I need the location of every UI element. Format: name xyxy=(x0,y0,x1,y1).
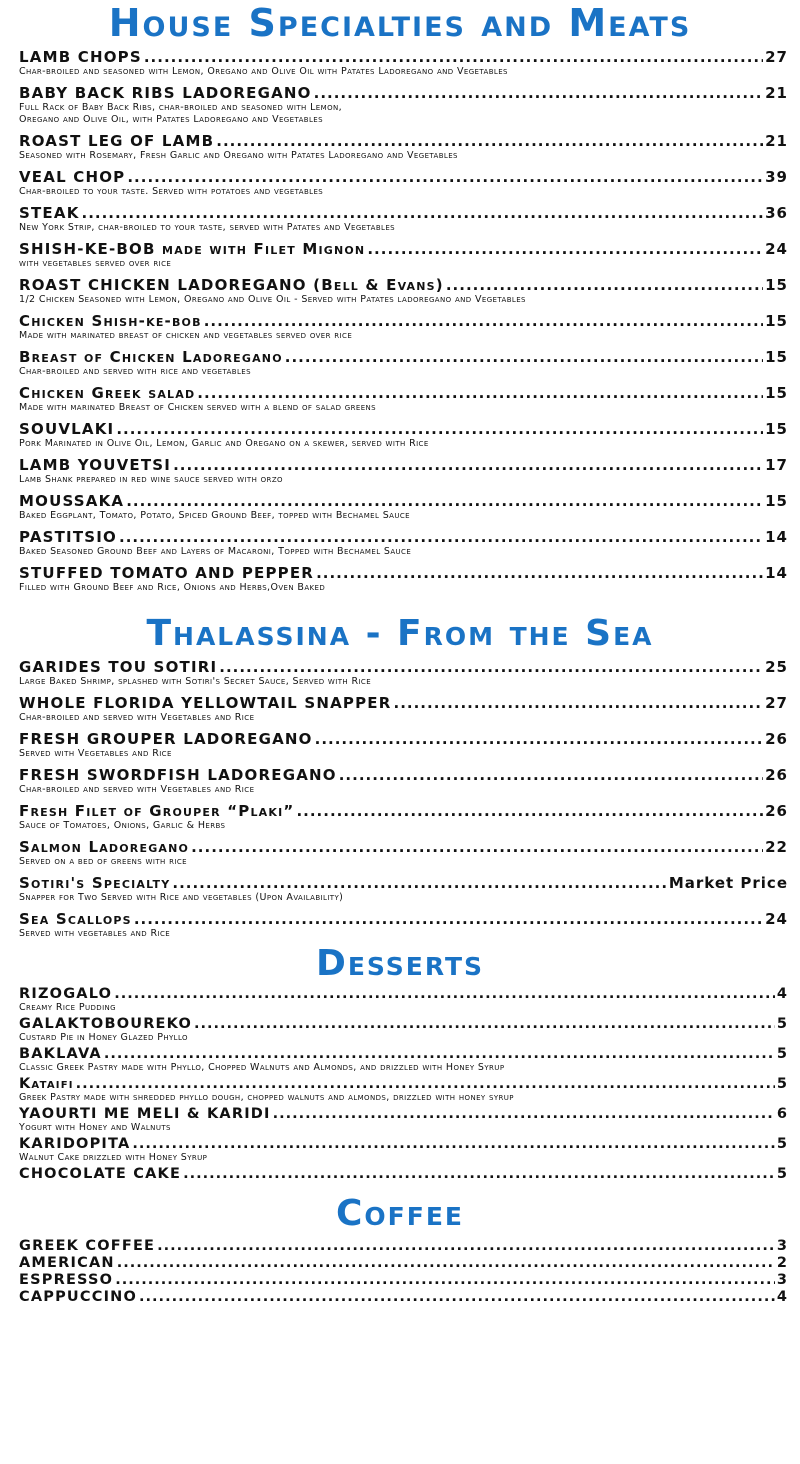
item-price: 3 xyxy=(776,1238,788,1254)
item-description: Char-broiled to your taste. Served with potatoes and vegetables xyxy=(19,186,324,197)
item-description: Full Rack of Baby Back Ribs, char-broiled and seasoned with Lemon, xyxy=(19,102,343,113)
menu-item xyxy=(19,694,788,724)
menu-item xyxy=(19,874,788,904)
item-description: Baked Eggplant, Tomato, Potato, Spiced Ground Beef, topped with Bechamel Sauce xyxy=(19,510,410,521)
menu-item xyxy=(19,84,788,126)
item-price: 15 xyxy=(765,384,788,402)
leader-dots xyxy=(296,802,763,820)
leader-dots xyxy=(116,420,763,438)
leader-dots xyxy=(114,986,775,1002)
leader-dots xyxy=(126,492,763,510)
item-description: Char-broiled and served with Vegetables and Rice xyxy=(19,784,255,795)
leader-dots xyxy=(117,1255,775,1271)
item-name: Kataifi xyxy=(19,1076,74,1092)
item-name: YAOURTI ME MELI & KARIDI xyxy=(19,1106,271,1122)
menu-item xyxy=(19,1076,788,1104)
item-description: Pork Marinated in Olive Oil, Lemon, Garlic and Oregano on a skewer, served with Rice xyxy=(19,438,429,449)
item-name: SOUVLAKI xyxy=(19,420,115,438)
menu-item xyxy=(19,838,788,868)
item-price: 39 xyxy=(765,168,788,186)
item-price: 5 xyxy=(776,1016,788,1032)
item-name: STUFFED TOMATO AND PEPPER xyxy=(19,564,315,582)
item-description: New York Strip, char-broiled to your taste, served with Patates and Vegetables xyxy=(19,222,395,233)
menu-item xyxy=(19,132,788,162)
item-description: Custard Pie in Honey Glazed Phyllo xyxy=(19,1032,188,1043)
item-name: CAPPUCCINO xyxy=(19,1289,138,1305)
item-name: ROAST CHICKEN LADOREGANO (Bell & Evans) xyxy=(19,276,444,294)
item-name: Chicken Greek salad xyxy=(19,384,196,402)
leader-dots xyxy=(194,1016,775,1032)
leader-dots xyxy=(119,528,763,546)
item-price: 21 xyxy=(765,84,788,102)
item-description: Served with Vegetables and Rice xyxy=(19,748,172,759)
item-price: 15 xyxy=(765,420,788,438)
item-description: Baked Seasoned Ground Beef and Layers of Macaroni, Topped with Bechamel Sauce xyxy=(19,546,412,557)
leader-dots xyxy=(183,1166,775,1182)
item-description: Yogurt with Honey and Walnuts xyxy=(19,1122,171,1133)
house-specialties-list xyxy=(0,48,800,594)
leader-dots xyxy=(219,658,763,676)
item-name: BAKLAVA xyxy=(19,1046,102,1062)
leader-dots xyxy=(273,1106,775,1122)
menu-item xyxy=(19,1272,788,1288)
leader-dots xyxy=(104,1046,775,1062)
leader-dots xyxy=(173,456,763,474)
item-description: Large Baked Shrimp, splashed with Sotiri's Secret Sauce, Served with Rice xyxy=(19,676,372,687)
item-price: 15 xyxy=(765,276,788,294)
item-description: Creamy Rice Pudding xyxy=(19,1002,116,1013)
item-price: 5 xyxy=(776,1076,788,1092)
menu-item xyxy=(19,1016,788,1044)
item-name: SHISH-KE-BOB made with Filet Mignon xyxy=(19,240,366,258)
item-description: Filled with Ground Beef and Rice, Onions and Herbs,Oven Baked xyxy=(19,582,326,593)
menu-item xyxy=(19,658,788,688)
item-description: 1/2 Chicken Seasoned with Lemon, Oregano and Olive Oil - Served with Patates ladoregano and Vegetables xyxy=(19,294,526,305)
item-description: Greek Pastry made with shredded phyllo dough, chopped walnuts and almonds, drizzled with honey syrup xyxy=(19,1092,514,1103)
item-name: Salmon Ladoregano xyxy=(19,838,190,856)
item-name: GARIDES TOU SOTIRI xyxy=(19,658,218,676)
menu-item xyxy=(19,384,788,414)
leader-dots xyxy=(314,84,764,102)
leader-dots xyxy=(157,1238,775,1254)
item-price: 14 xyxy=(765,564,788,582)
item-price: 26 xyxy=(765,802,788,820)
menu-item xyxy=(19,1289,788,1305)
section-title-thalassina: Thalassina - From the Sea xyxy=(146,613,654,654)
menu-item xyxy=(19,528,788,558)
leader-dots xyxy=(139,1289,775,1305)
item-description-line-2: Oregano and Olive Oil, with Patates Ladoregano and Vegetables xyxy=(19,114,323,125)
item-price: 4 xyxy=(776,1289,788,1305)
menu-item xyxy=(19,48,788,78)
item-name: Fresh Filet of Grouper “Plaki” xyxy=(19,802,295,820)
leader-dots xyxy=(367,240,763,258)
menu-item xyxy=(19,766,788,796)
menu-item xyxy=(19,1106,788,1134)
menu-item xyxy=(19,312,788,342)
item-description: Made with marinated Breast of Chicken served with a blend of salad greens xyxy=(19,402,376,413)
item-price: 2 xyxy=(776,1255,788,1271)
menu-item xyxy=(19,456,788,486)
leader-dots xyxy=(132,1136,775,1152)
item-description: with vegetables served over rice xyxy=(19,258,172,269)
item-price: 25 xyxy=(765,658,788,676)
leader-dots xyxy=(446,276,763,294)
item-price: 14 xyxy=(765,528,788,546)
item-name: WHOLE FLORIDA YELLOWTAIL SNAPPER xyxy=(19,694,392,712)
item-name: STEAK xyxy=(19,204,80,222)
leader-dots xyxy=(115,1272,775,1288)
item-name: FRESH SWORDFISH LADOREGANO xyxy=(19,766,337,784)
item-price: 4 xyxy=(776,986,788,1002)
item-description: Served with vegetables and Rice xyxy=(19,928,171,939)
item-description: Snapper for Two Served with Rice and vegetables (Upon Availability) xyxy=(19,892,344,903)
item-name: RIZOGALO xyxy=(19,986,113,1002)
item-name: ROAST LEG OF LAMB xyxy=(19,132,215,150)
item-name: GALAKTOBOUREKO xyxy=(19,1016,192,1032)
menu-item xyxy=(19,1166,788,1182)
leader-dots xyxy=(316,564,763,582)
item-name: Chicken Shish-ke-bob xyxy=(19,312,202,330)
section-title-coffee: Coffee xyxy=(336,1193,464,1234)
item-description: Sauce of Tomatoes, Onions, Garlic & Herbs xyxy=(19,820,226,831)
leader-dots xyxy=(315,730,764,748)
desserts-list xyxy=(0,986,800,1182)
item-price: 3 xyxy=(776,1272,788,1288)
item-price: 5 xyxy=(776,1136,788,1152)
leader-dots xyxy=(197,384,763,402)
item-price: 15 xyxy=(765,348,788,366)
leader-dots xyxy=(127,168,763,186)
menu-item xyxy=(19,564,788,594)
section-title-house-specialties: House Specialties and Meats xyxy=(108,1,692,45)
item-price: 21 xyxy=(765,132,788,150)
item-description: Served on a bed of greens with rice xyxy=(19,856,187,867)
item-name: LAMB CHOPS xyxy=(19,48,142,66)
menu-item xyxy=(19,168,788,198)
item-price: 27 xyxy=(765,694,788,712)
item-price: 5 xyxy=(776,1046,788,1062)
item-name: BABY BACK RIBS LADOREGANO xyxy=(19,84,312,102)
item-name: AMERICAN xyxy=(19,1255,115,1271)
item-name: GREEK COFFEE xyxy=(19,1238,156,1254)
item-description: Made with marinated breast of chicken and vegetables served over rice xyxy=(19,330,353,341)
item-name: LAMB YOUVETSI xyxy=(19,456,172,474)
menu-item xyxy=(19,348,788,378)
leader-dots xyxy=(339,766,763,784)
menu-item xyxy=(19,910,788,940)
menu-item xyxy=(19,802,788,832)
item-name: CHOCOLATE CAKE xyxy=(19,1166,182,1182)
item-description: Char-broiled and seasoned with Lemon, Oregano and Olive Oil with Patates Ladoregano and Vegetables xyxy=(19,66,508,77)
leader-dots xyxy=(172,874,666,892)
item-description: Char-broiled and served with rice and vegetables xyxy=(19,366,251,377)
item-description: Walnut Cake drizzled with Honey Syrup xyxy=(19,1152,208,1163)
menu-item xyxy=(19,1136,788,1164)
leader-dots xyxy=(191,838,763,856)
item-price: 5 xyxy=(776,1166,788,1182)
section-title-desserts: Desserts xyxy=(315,943,485,984)
menu-item xyxy=(19,1046,788,1074)
item-price: Market Price xyxy=(668,874,788,892)
item-name: Sea Scallops xyxy=(19,910,132,928)
leader-dots xyxy=(134,910,763,928)
item-price: 15 xyxy=(765,492,788,510)
item-description: Classic Greek Pastry made with Phyllo, Chopped Walnuts and Almonds, and drizzled with Honey Syrup xyxy=(19,1062,505,1073)
item-price: 27 xyxy=(765,48,788,66)
leader-dots xyxy=(394,694,764,712)
item-price: 26 xyxy=(765,766,788,784)
item-name: PASTITSIO xyxy=(19,528,118,546)
item-name: ESPRESSO xyxy=(19,1272,114,1288)
thalassina-list xyxy=(0,658,800,940)
coffee-list xyxy=(0,1238,800,1305)
item-description: Lamb Shank prepared in red wine sauce served with orzo xyxy=(19,474,283,485)
menu-item xyxy=(19,730,788,760)
item-name: MOUSSAKA xyxy=(19,492,125,510)
menu-item xyxy=(19,276,788,306)
item-price: 36 xyxy=(765,204,788,222)
item-price: 22 xyxy=(765,838,788,856)
item-name: KARIDOPITA xyxy=(19,1136,131,1152)
leader-dots xyxy=(285,348,763,366)
item-name: Sotiri's Specialty xyxy=(19,874,171,892)
leader-dots xyxy=(82,204,764,222)
item-price: 24 xyxy=(765,240,788,258)
item-name: FRESH GROUPER LADOREGANO xyxy=(19,730,313,748)
menu-item xyxy=(19,204,788,234)
menu-item xyxy=(19,492,788,522)
menu-item xyxy=(19,420,788,450)
item-name: VEAL CHOP xyxy=(19,168,126,186)
item-price: 24 xyxy=(765,910,788,928)
item-description: Char-broiled and served with Vegetables and Rice xyxy=(19,712,255,723)
item-price: 15 xyxy=(765,312,788,330)
item-price: 17 xyxy=(765,456,788,474)
menu-item xyxy=(19,1255,788,1271)
leader-dots xyxy=(76,1076,775,1092)
leader-dots xyxy=(204,312,763,330)
item-price: 6 xyxy=(776,1106,788,1122)
item-price: 26 xyxy=(765,730,788,748)
item-description: Seasoned with Rosemary, Fresh Garlic and Oregano with Patates Ladoregano and Vegetables xyxy=(19,150,458,161)
leader-dots xyxy=(216,132,763,150)
leader-dots xyxy=(144,48,763,66)
menu-item xyxy=(19,1238,788,1254)
item-name: Breast of Chicken Ladoregano xyxy=(19,348,283,366)
menu-item xyxy=(19,240,788,270)
menu-item xyxy=(19,986,788,1014)
